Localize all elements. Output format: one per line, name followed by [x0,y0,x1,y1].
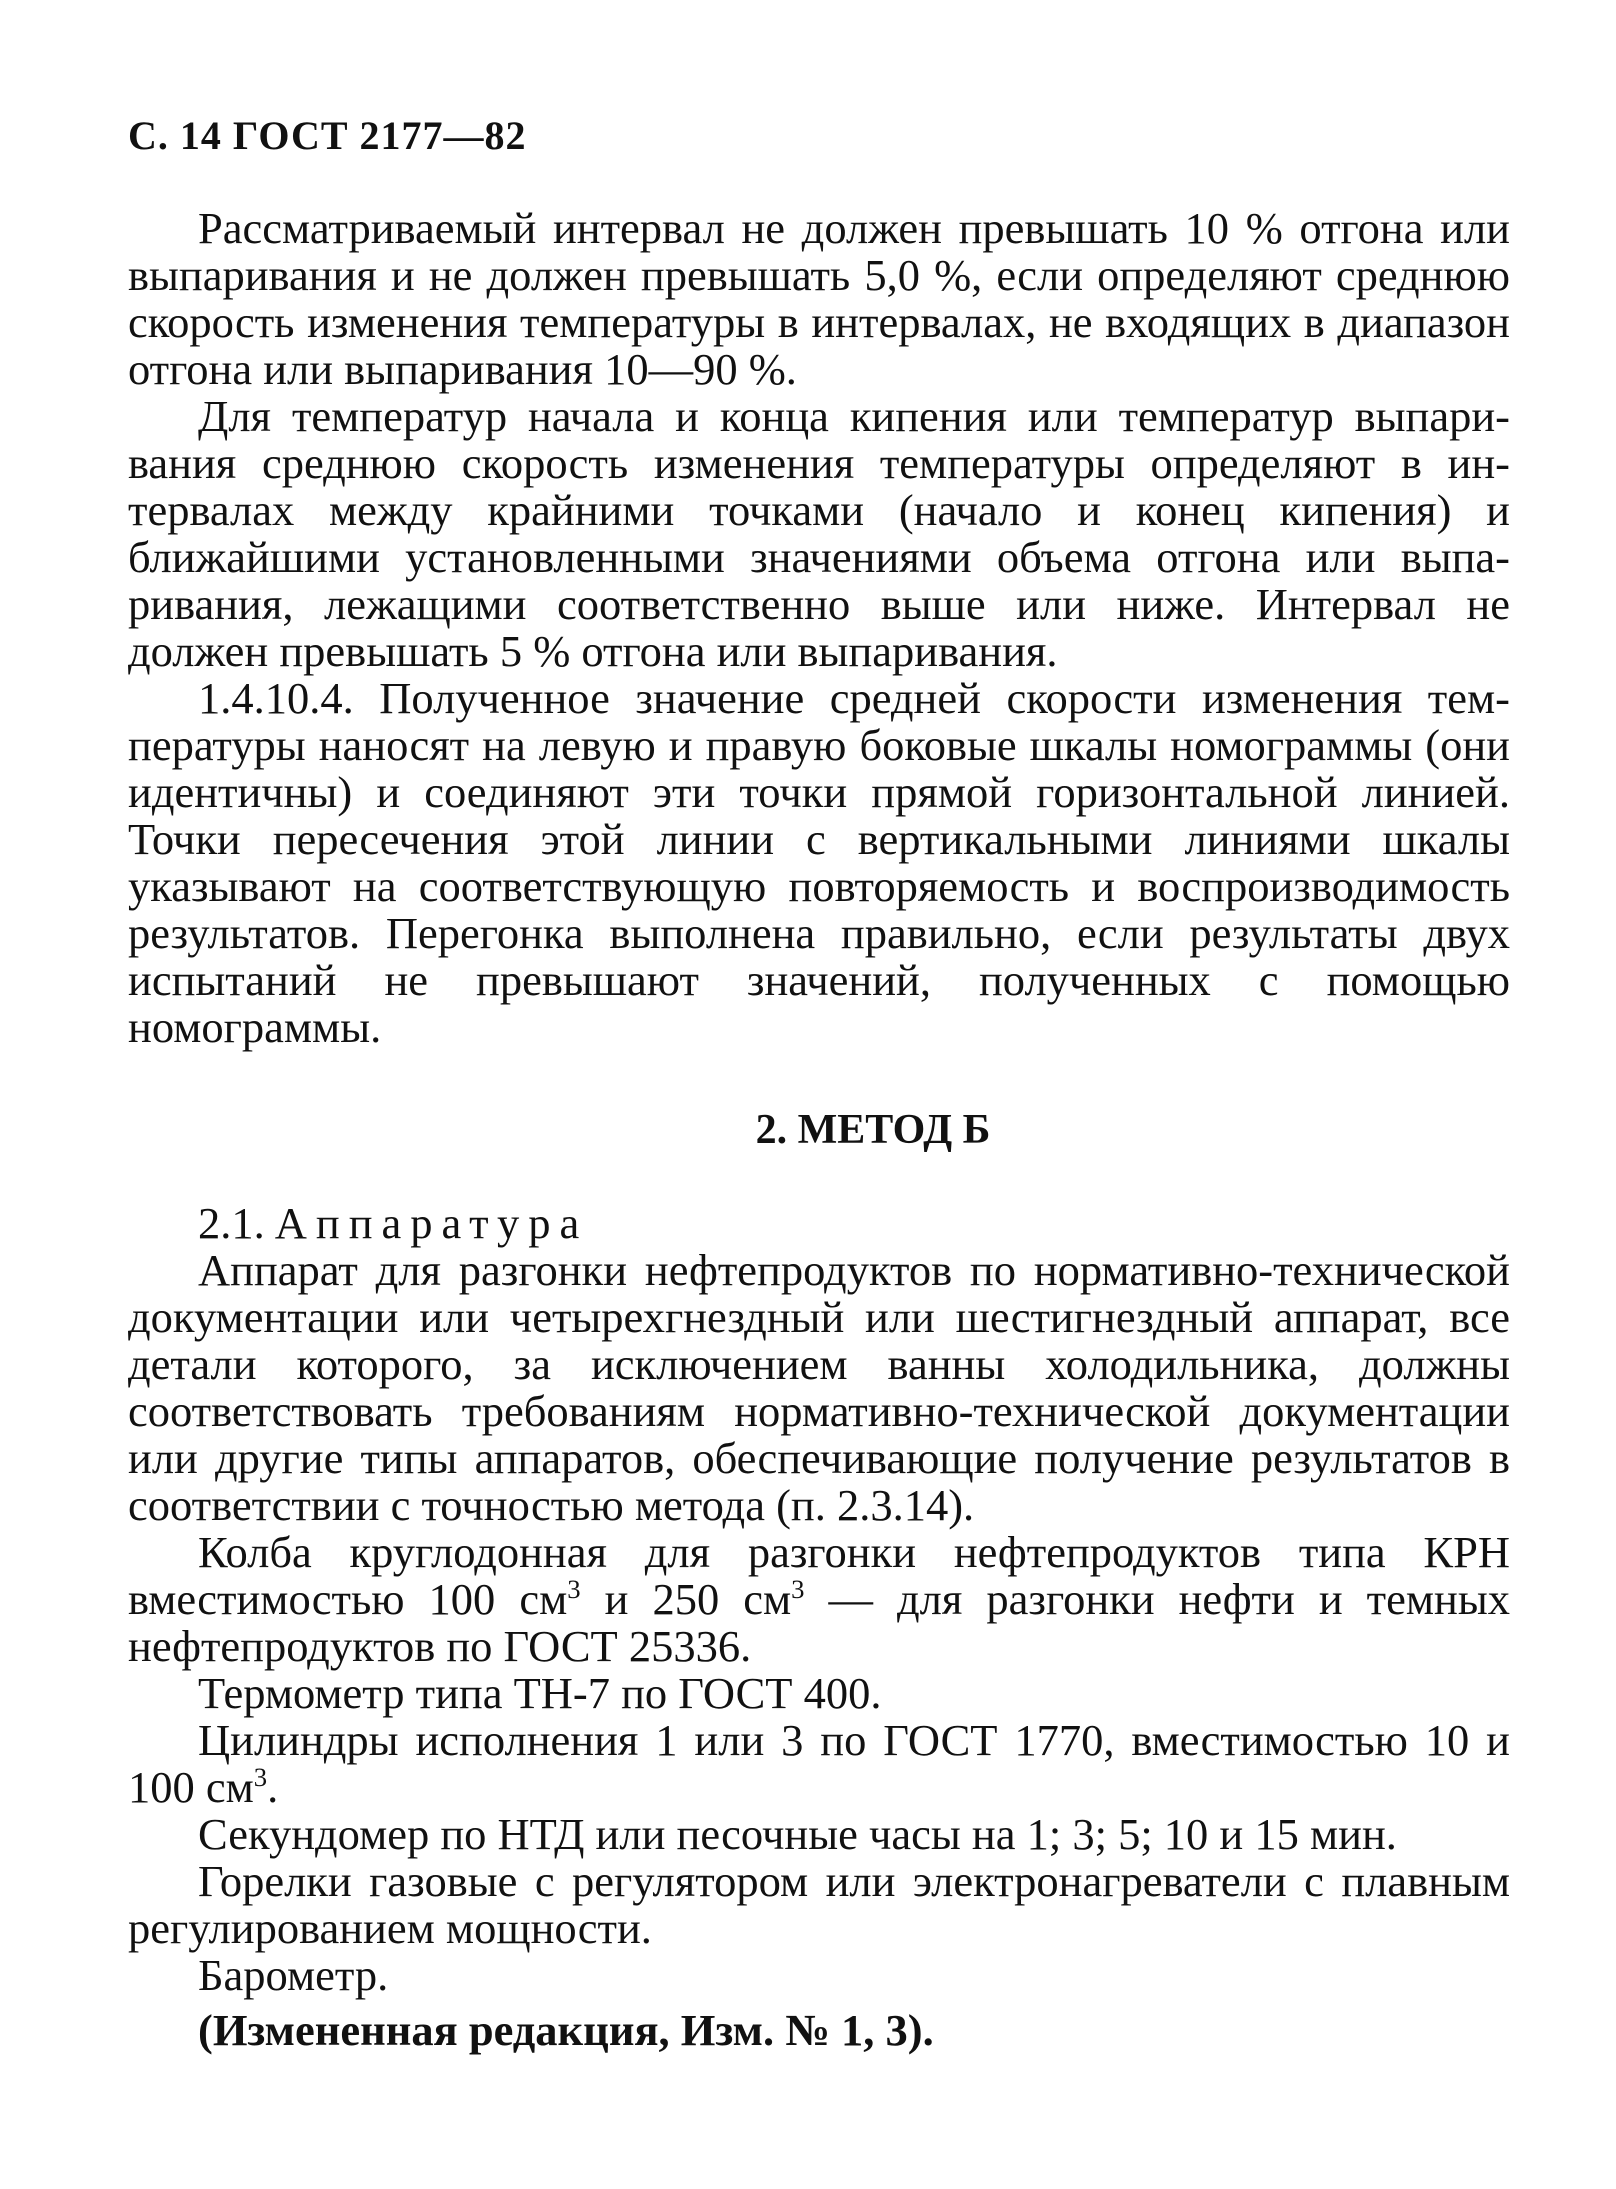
paragraph: Горелки газовые с регулятором или электронагреватели с плавным регулированием мощности. [128,1856,1510,1953]
paragraph: Аппарат для разгонки нефтепродуктов по нормативно-технической документации или четырехгнездный или шестигнездный аппарат, все детали которого, за исключением ванны холодильника, должны соответствовать требованиям нормативно-технической документации или другие типы аппаратов, обеспечивающие получение результатов в соответствии с точностью метода (п. 2.3.14). [128,1245,1510,1530]
page-header: С. 14 ГОСТ 2177—82 [128,113,527,158]
subsection-title: Аппаратура [274,1198,589,1248]
paragraph: Термометр типа ТН-7 по ГОСТ 400. [198,1668,882,1718]
revision-note: (Измененная редакция, Изм. № 1, 3). [198,2005,934,2055]
paragraph: Рассматриваемый интервал не должен превышать 10 % отгона или выпаривания и не должен превышать 5,0 %, если определяют среднюю скорость изменения температуры в интервалах, не входящих в диапазон отгона или выпаривания 10—90 %. [128,203,1510,394]
section-a-text [128,205,1510,1051]
paragraph: Для температур начала и конца кипения или температур выпаривания среднюю скорость изменения температуры определяют в интервалах между крайними точками (начало и конец кипения) и ближайшими установленными значениями объема отгона или выпаривания, лежащими соответственно выше или ниже. Интервал не должен превышать 5 % отгона или выпаривания. [128,391,1510,676]
subsection-heading [128,1200,1510,1247]
paragraph: 1.4.10.4. Полученное значение средней скорости изменения температуры наносят на левую и правую боковые шкалы номограммы (они идентичны) и соединяют эти точки прямой горизонтальной линией. Точки пересечения этой линии с вертикальными линиями шкалы указывают на соответствующую повторяемость и воспроизводимость результатов. Перегонка выполнена правильно, если результаты двух испытаний не превышают значений, полученных с помощью номограммы. [128,673,1510,1052]
paragraph: Секундомер по НТД или песочные часы на 1; 3; 5; 10 и 15 мин. [198,1809,1397,1859]
subsection-number: 2.1. [198,1198,265,1248]
paragraph: Цилиндры исполнения 1 или 3 по ГОСТ 1770, вместимостью 10 и 100 $см^3$. [128,1715,1510,1812]
paragraph: Колба круглодонная для разгонки нефтепродуктов типа КРН вместимостью 100 $см^3$ и 250 $см^3$ — для разгонки нефти и темных нефтепродуктов по ГОСТ 25336. [128,1527,1510,1671]
section-b-text [128,1200,1510,2054]
paragraph: Барометр. [198,1950,389,2000]
section-title: 2. МЕТОД Б [755,1107,991,1153]
